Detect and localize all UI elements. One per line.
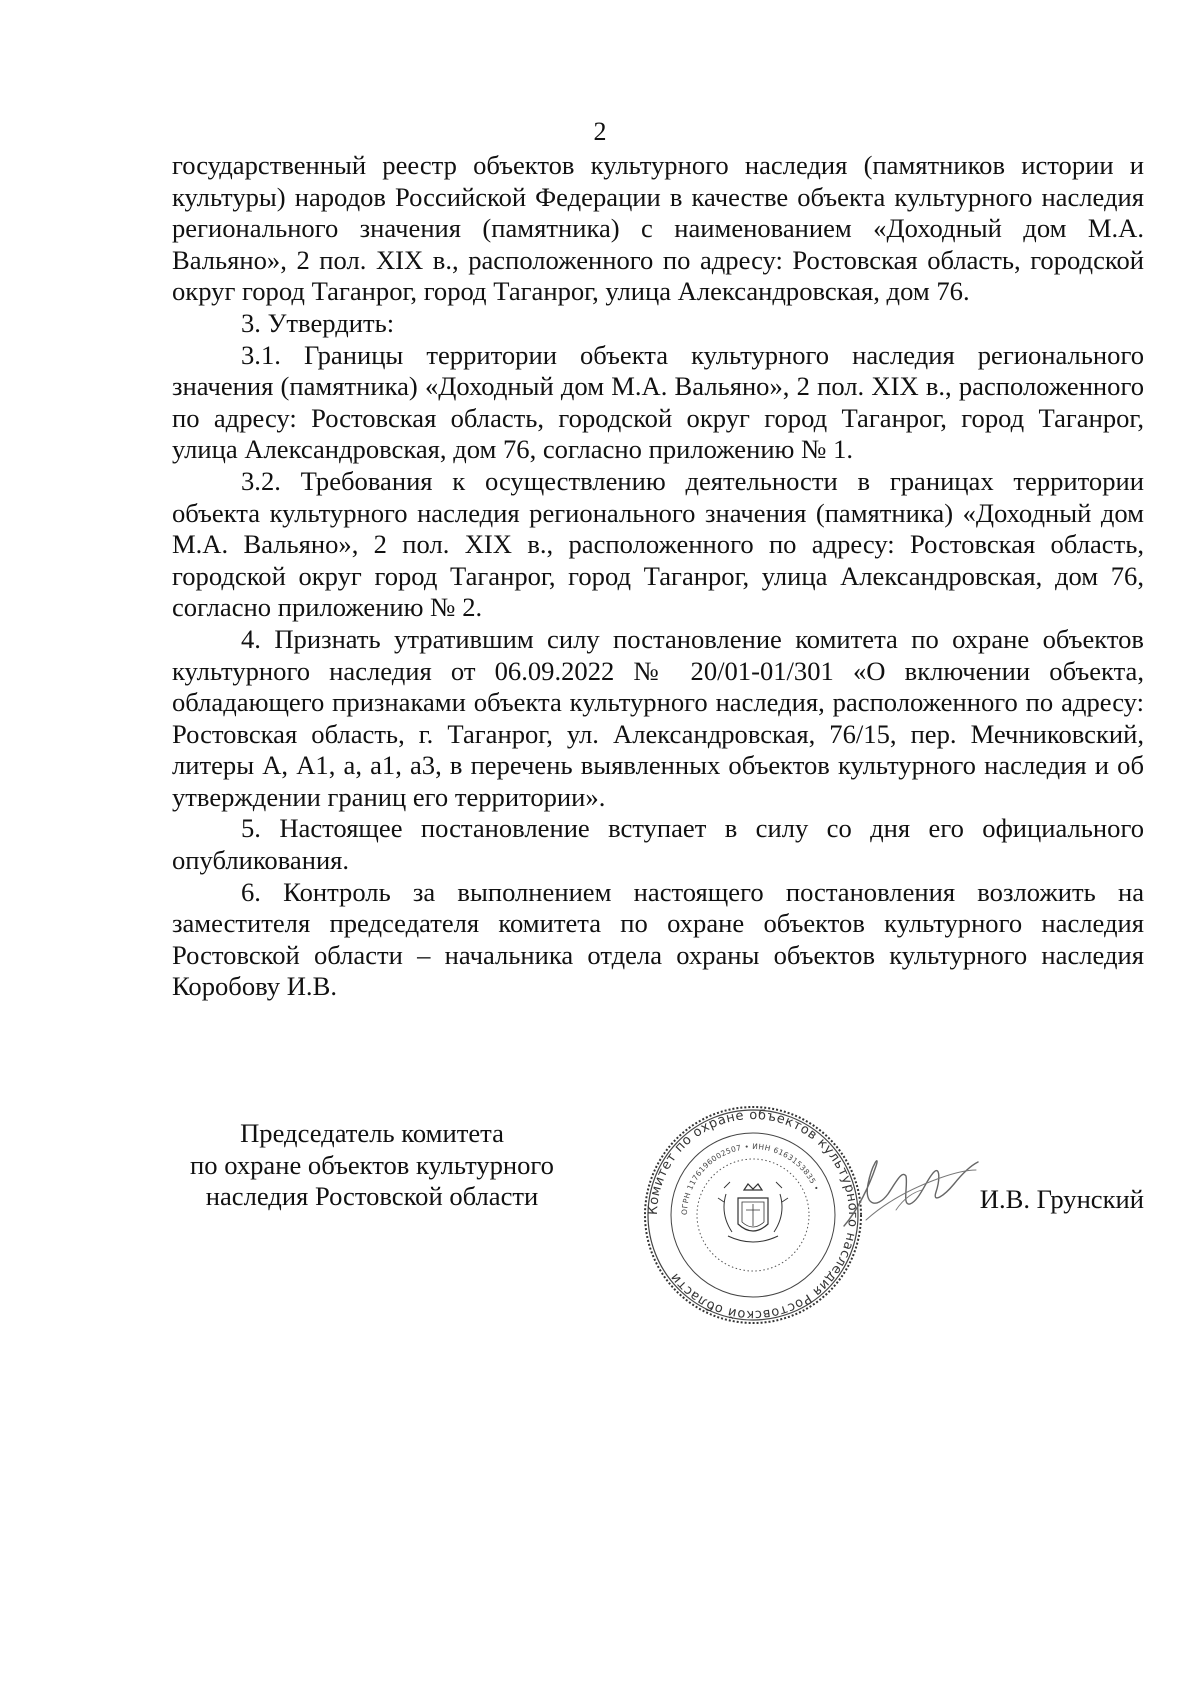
paragraph-item-3-2: 3.2. Требования к осуществлению деятельности в границах территории объекта культурного наследия регионального значения (памятника) «Доходный дом М.А. Вальяно», 2 пол. XIX в., расположенного по адресу: Ростовская область, городской округ город Таганрог, город Таганрог, улица Александровская, дом 76, согласно приложению № 2.	[172, 465, 1144, 623]
page-number: 2	[593, 117, 607, 146]
paragraph-item-4: 4. Признать утратившим силу постановление комитета по охране объектов культурного наследия от 06.09.2022 № 20/01-01/301 «О включении объекта, обладающего признаками объекта культурного наследия, расположенного по адресу: Ростовская область, г. Таганрог, ул. Александровская, 76/15, пер. Мечниковский, литеры А, А1, а, а1, а3, в перечень выявленных объектов культурного наследия и об утверждении границ его территории».	[172, 623, 1144, 812]
signer-title-line: Председатель комитета	[240, 1118, 504, 1148]
svg-text:ОГРН 1176196002507 • ИНН 61631	[680, 1142, 821, 1215]
official-stamp	[640, 1102, 866, 1328]
handwritten-signature	[836, 1140, 986, 1250]
stamp-outer-text: Комитет по охране объектов культурного наследия Ростовской области	[645, 1107, 861, 1323]
signature-block	[172, 1107, 1144, 1338]
signer-title-line: по охране объектов культурного	[190, 1149, 554, 1180]
signer-title-line: наследия Ростовской области	[205, 1181, 539, 1212]
paragraph-item-5: 5. Настоящее постановление вступает в силу со дня его официального опубликования.	[172, 813, 1144, 876]
signer-name: И.В. Грунский	[979, 1184, 1144, 1214]
paragraph-registry-continuation: государственный реестр объектов культурного наследия (памятников истории и культуры) народов Российской Федерации в качестве объекта культурного наследия регионального значения (памятника) с наименованием «Доходный дом М.А. Вальяно», 2 пол. XIX в., расположенного по адресу: Ростовская область, городской округ город Таганрог, город Таганрог, улица Александровская, дом 76.	[172, 150, 1144, 307]
paragraph-item-3: 3. Утвердить:	[241, 307, 395, 338]
coat-of-arms-emblem	[718, 1182, 788, 1242]
paragraph-item-6: 6. Контроль за выполнением настоящего постановления возложить на заместителя председателя комитета по охране объектов культурного наследия Ростовской области – начальника отдела охраны объектов культурного наследия Коробову И.В.	[172, 876, 1144, 1002]
document-body	[172, 150, 1144, 1003]
paragraph-item-3-1: 3.1. Границы территории объекта культурного наследия регионального значения (памятника) «Доходный дом М.А. Вальяно», 2 пол. XIX в., расположенного по адресу: Ростовская область, городской округ город Таганрог, город Таганрог, улица Александровская, дом 76, согласно приложению № 1.	[172, 339, 1144, 465]
signer-title	[172, 1118, 572, 1213]
stamp-inner-text: ОГРН 1176196002507 • ИНН 6163153835 •	[679, 1141, 822, 1216]
